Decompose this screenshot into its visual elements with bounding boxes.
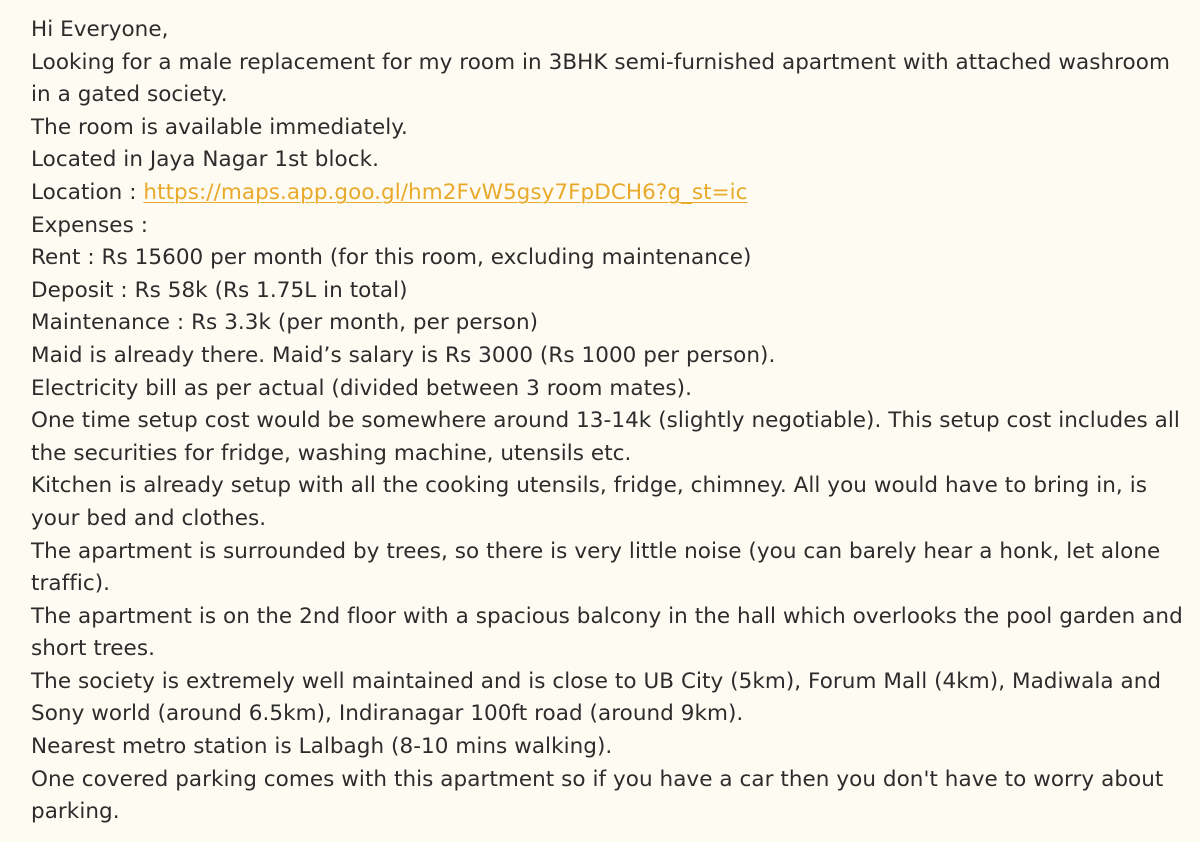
floor-paragraph: The apartment is on the 2nd floor with a spacious balcony in the hall which overlooks the pool garden and short trees. bbox=[31, 603, 1183, 662]
setup-cost-paragraph: One time setup cost would be somewhere around 13-14k (slightly negotiable). This setup cost includes all the securities for fridge, washing machine, utensils etc. bbox=[31, 408, 1180, 466]
society-paragraph: The society is extremely well maintained and is close to UB City (5km), Forum Mall (4km), Madiwala and Sony world (around 6.5km), Indiranagar 100ft road (around 9km). bbox=[31, 668, 1162, 727]
note-body[interactable] bbox=[31, 14, 1186, 829]
maid-text: Maid is already there. Maid’s salary is Rs 3000 (Rs 1000 per person). bbox=[31, 342, 776, 368]
location-link[interactable]: https://maps.app.goo.gl/hm2FvW5gsy7FpDCH6?g_st=ic bbox=[143, 179, 748, 205]
location-label: Location : bbox=[31, 179, 144, 205]
metro-text: Nearest metro station is Lalbagh (8-10 mins walking). bbox=[31, 734, 613, 760]
kitchen-paragraph: Kitchen is already setup with all the cooking utensils, fridge, chimney. All you would have to bring in, is your bed and clothes. bbox=[31, 473, 1147, 531]
maintenance-text: Maintenance : Rs 3.3k (per month, per person) bbox=[31, 310, 539, 336]
expenses-heading: Expenses : bbox=[31, 212, 149, 238]
electricity-text: Electricity bill as per actual (divided between 3 room mates). bbox=[31, 375, 692, 401]
surroundings-paragraph: The apartment is surrounded by trees, so there is very little noise (you can barely hear a honk, let alone traffic). bbox=[31, 538, 1161, 597]
deposit-text: Deposit : Rs 58k (Rs 1.75L in total) bbox=[31, 277, 408, 303]
rent-text: Rent : Rs 15600 per month (for this room, excluding maintenance) bbox=[31, 245, 752, 271]
location-line bbox=[31, 177, 1186, 210]
intro-paragraph: Looking for a male replacement for my room in 3BHK semi-furnished apartment with attached washroom in a gated society. bbox=[31, 49, 1170, 108]
located-text: Located in Jaya Nagar 1st block. bbox=[31, 147, 379, 173]
greeting-text: Hi Everyone, bbox=[31, 17, 169, 42]
parking-paragraph: One covered parking comes with this apartment so if you have a car then you don't have to worry about parking. bbox=[31, 766, 1164, 825]
availability-text: The room is available immediately. bbox=[31, 114, 408, 140]
